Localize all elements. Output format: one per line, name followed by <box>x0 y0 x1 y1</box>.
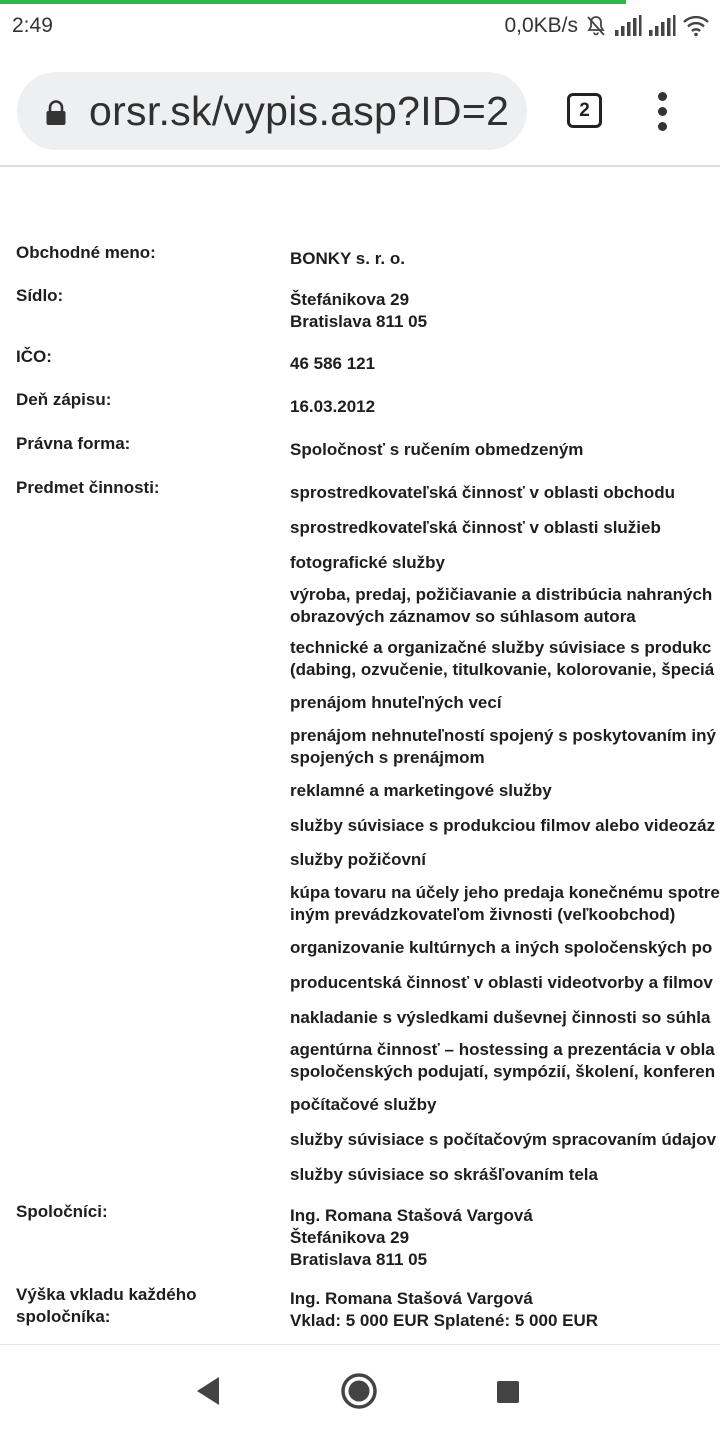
url-bar[interactable] <box>17 72 527 150</box>
tab-switcher-button[interactable]: 2 <box>567 93 602 128</box>
status-bar <box>0 4 720 52</box>
activity-item-continued: spoločenských podujatí, sympózií, školení, konferen <box>290 1062 716 1081</box>
legal-form-value: Spoločnosť s ručením obmedzeným <box>290 440 584 459</box>
activity-item: kúpa tovaru na účely jeho predaja konečnému spotre <box>290 883 720 902</box>
activity-item: agentúrna činnosť – hostessing a prezentácia v obla <box>290 1040 715 1059</box>
lock-icon <box>45 100 67 126</box>
bell-muted-icon <box>584 14 608 38</box>
back-triangle-icon[interactable] <box>194 1375 222 1407</box>
status-icons <box>504 14 710 38</box>
partners-label: Spoločníci: <box>16 1202 108 1221</box>
signal-strength-2-icon <box>648 15 676 37</box>
overflow-menu-icon[interactable] <box>650 90 678 134</box>
activity-item: prenájom hnuteľných vecí <box>290 693 502 712</box>
company-register-extract <box>0 169 720 1344</box>
activity-item: sprostredkovateľská činnosť v oblasti služieb <box>290 518 661 537</box>
activity-item: nakladanie s výsledkami duševnej činnosti so súhla <box>290 1008 711 1027</box>
activity-item: výroba, predaj, požičiavanie a distribúcia nahraných <box>290 585 713 604</box>
activity-item: organizovanie kultúrnych a iných spoločenských po <box>290 938 713 957</box>
deposits-label: Výška vkladu každého <box>16 1285 197 1304</box>
partner-line: Ing. Romana Stašová Vargová <box>290 1206 533 1225</box>
partner-line: Bratislava 811 05 <box>290 1250 428 1269</box>
recents-square-icon[interactable] <box>496 1380 520 1404</box>
home-circle-icon[interactable] <box>340 1372 378 1410</box>
seat-label: Sídlo: <box>16 286 64 305</box>
activity-item: reklamné a marketingové služby <box>290 781 552 800</box>
ico-label: IČO: <box>16 347 52 366</box>
business-name-label: Obchodné meno: <box>16 243 156 262</box>
activity-item-continued: (dabing, ozvučenie, titulkovanie, kolorovanie, špeciá <box>290 660 715 679</box>
legal-form-label: Právna forma: <box>16 434 131 453</box>
network-speed: 0,0KB/s <box>504 14 578 37</box>
activities-label: Predmet činnosti: <box>16 478 160 497</box>
activity-item: sprostredkovateľská činnosť v oblasti obchodu <box>290 483 676 502</box>
activity-item: producentská činnosť v oblasti videotvorby a filmov <box>290 973 713 992</box>
url-text[interactable]: orsr.sk/vypis.asp?ID=2 <box>89 88 510 134</box>
activity-item: technické a organizačné služby súvisiace s produkc <box>290 638 712 657</box>
activity-item: fotografické služby <box>290 553 445 572</box>
browser-toolbar <box>0 60 720 167</box>
wifi-icon <box>682 15 710 37</box>
deposit-line: Ing. Romana Stašová Vargová <box>290 1289 533 1308</box>
status-time: 2:49 <box>12 14 53 37</box>
activity-item: služby súvisiace s počítačovým spracovaním údajov <box>290 1130 717 1149</box>
seat-line: Bratislava 811 05 <box>290 312 428 331</box>
seat-line: Štefánikova 29 <box>290 290 410 309</box>
registration-date-value: 16.03.2012 <box>290 397 376 416</box>
registration-date-label: Deň zápisu: <box>16 390 112 409</box>
system-navigation-bar <box>0 1344 720 1440</box>
activity-item: počítačové služby <box>290 1095 437 1114</box>
activity-item: služby súvisiace s produkciou filmov alebo videozáz <box>290 816 716 835</box>
deposits-label-continued: spoločníka: <box>16 1307 111 1326</box>
activity-item: prenájom nehnuteľností spojený s poskytovaním iný <box>290 726 716 745</box>
deposit-line: Vklad: 5 000 EUR Splatené: 5 000 EUR <box>290 1311 599 1330</box>
ico-value: 46 586 121 <box>290 354 376 373</box>
activity-item-continued: spojených s prenájmom <box>290 748 485 767</box>
signal-strength-icon <box>614 15 642 37</box>
business-name-value: BONKY s. r. o. <box>290 249 405 268</box>
activity-item-continued: iným prevádzkovateľom živnosti (veľkoobchod) <box>290 905 676 924</box>
partner-line: Štefánikova 29 <box>290 1228 410 1247</box>
activity-item-continued: obrazových záznamov so súhlasom autora <box>290 607 636 626</box>
activity-item: služby požičovní <box>290 850 427 869</box>
activity-item: služby súvisiace so skrášľovaním tela <box>290 1165 598 1184</box>
